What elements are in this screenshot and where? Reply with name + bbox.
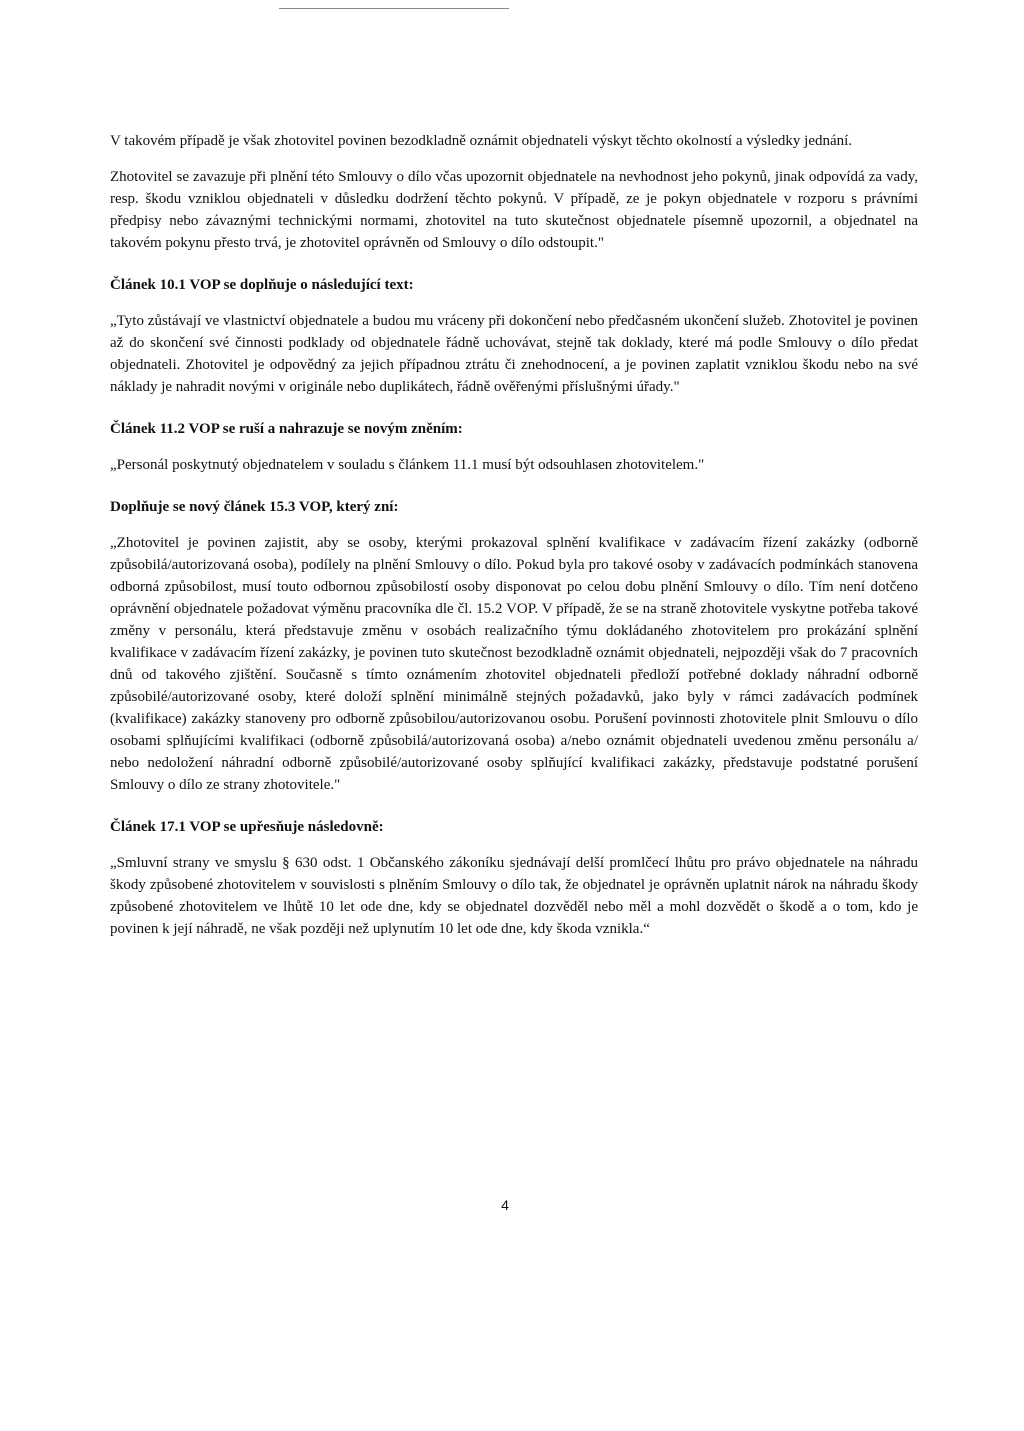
paragraph-zhotovitel-obligations: Zhotovitel se zavazuje při plnění této Smlouvy o dílo včas upozornit objednatele na nevhodnost jeho pokynů, jinak odpovídá za vady, resp. škodu vzniklou objednateli v důsledku dodržení těchto pokynů. V případě, ze je pokyn objednatele v rozporu s právními předpisy nebo závaznými technickými normami, zhotovitel na tuto skutečnost objednatele písemně upozornil, a objednatel na takovém pokynu přesto trvá, je zhotovitel oprávněn od Smlouvy o dílo odstoupit." xyxy=(110,169,918,251)
top-rule-divider xyxy=(279,8,509,9)
section-heading-10-1: Článek 10.1 VOP se doplňuje o následující text: xyxy=(110,277,414,293)
section-body-11-2: „Personál poskytnutý objednatelem v souladu s článkem 11.1 musí být odsouhlasen zhotovitelem." xyxy=(110,457,705,473)
section-heading-11-2: Článek 11.2 VOP se ruší a nahrazuje se novým zněním: xyxy=(110,421,463,437)
document-body xyxy=(110,130,918,940)
section-heading-15-3: Doplňuje se nový článek 15.3 VOP, který zní: xyxy=(110,499,399,515)
paragraph-intro: V takovém případě je však zhotovitel povinen bezodkladně oznámit objednateli výskyt těchto okolností a výsledky jednání. xyxy=(110,133,853,149)
section-body-17-1: „Smluvní strany ve smyslu § 630 odst. 1 Občanského zákoníku sjednávají delší promlčecí lhůtu pro právo objednatele na náhradu škody způsobené zhotovitelem v souvislosti s plněním Smlouvy o dílo tak, že objednatel je oprávněn uplatnit nárok na náhradu škody způsobené zhotovitelem ve lhůtě 10 let ode dne, kdy se objednatel dozvěděl nebo měl a mohl dozvědět o škodě a o tom, kdo je povinen k její náhradě, ne však později než uplynutím 10 let ode dne, kdy škoda vznikla.“ xyxy=(110,855,918,937)
section-body-15-3: „Zhotovitel je povinen zajistit, aby se osoby, kterými prokazoval splnění kvalifikace v zadávacím řízení zakázky (odborně způsobilá/autorizovaná osoba), podílely na plnění Smlouvy o dílo. Pokud byla pro takové osoby v zadávacích podmínkách stanovena odborná způsobilost, musí touto odbornou způsobilostí osoby disponovat po celou dobu plnění Smlouvy o dílo. Tím není dotčeno oprávnění objednatele požadovat výměnu pracovníka dle čl. 15.2 VOP. V případě, že se na straně zhotovitele vyskytne potřeba takové změny v personálu, která představuje změnu v osobách realizačního týmu dokládaného zhotovitelem pro prokázání splnění kvalifikace v zadávacím řízení zakázky, je povinen tuto skutečnost bezodkladně oznámit objednateli, nejpozději však do 7 pracovních dnů od takového zjištění. Současně s tímto oznámením zhotovitel objednateli předloží potřebné doklady náhradní odborně způsobilé/autorizované osoby, které doloží splnění minimálně stejných požadavků, jako byly v rámci zadávacích podmínek (kvalifikace) zakázky stanoveny pro odborně způsobilou/autorizovanou osobu. Porušení povinnosti zhotovitele plnit Smlouvu o dílo osobami splňujícími kvalifikaci (odborně způsobilá/autorizovaná osoba) a/nebo oznámit objednateli uvedenou změnu personálu a/ nebo nedoložení náhradní odborně způsobilé/autorizované osoby splňující kvalifikaci zakázky, představuje podstatné porušení Smlouvy o dílo ze strany zhotovitele." xyxy=(110,535,918,793)
section-body-10-1: „Tyto zůstávají ve vlastnictví objednatele a budou mu vráceny při dokončení nebo předčasném ukončení služeb. Zhotovitel je povinen až do skončení své činnosti podklady od objednatele řádně uchovávat, stejně tak doklady, které má podle Smlouvy o dílo předat objednateli. Zhotovitel je odpovědný za jejich případnou ztrátu či znehodnocení, a je povinen zaplatit vzniklou škodu nebo na své náklady je nahradit novými v originále nebo duplikátech, řádně ověřenými příslušnými úřady." xyxy=(110,313,918,395)
page-number: 4 xyxy=(501,1197,509,1213)
section-heading-17-1: Článek 17.1 VOP se upřesňuje následovně: xyxy=(110,819,384,835)
